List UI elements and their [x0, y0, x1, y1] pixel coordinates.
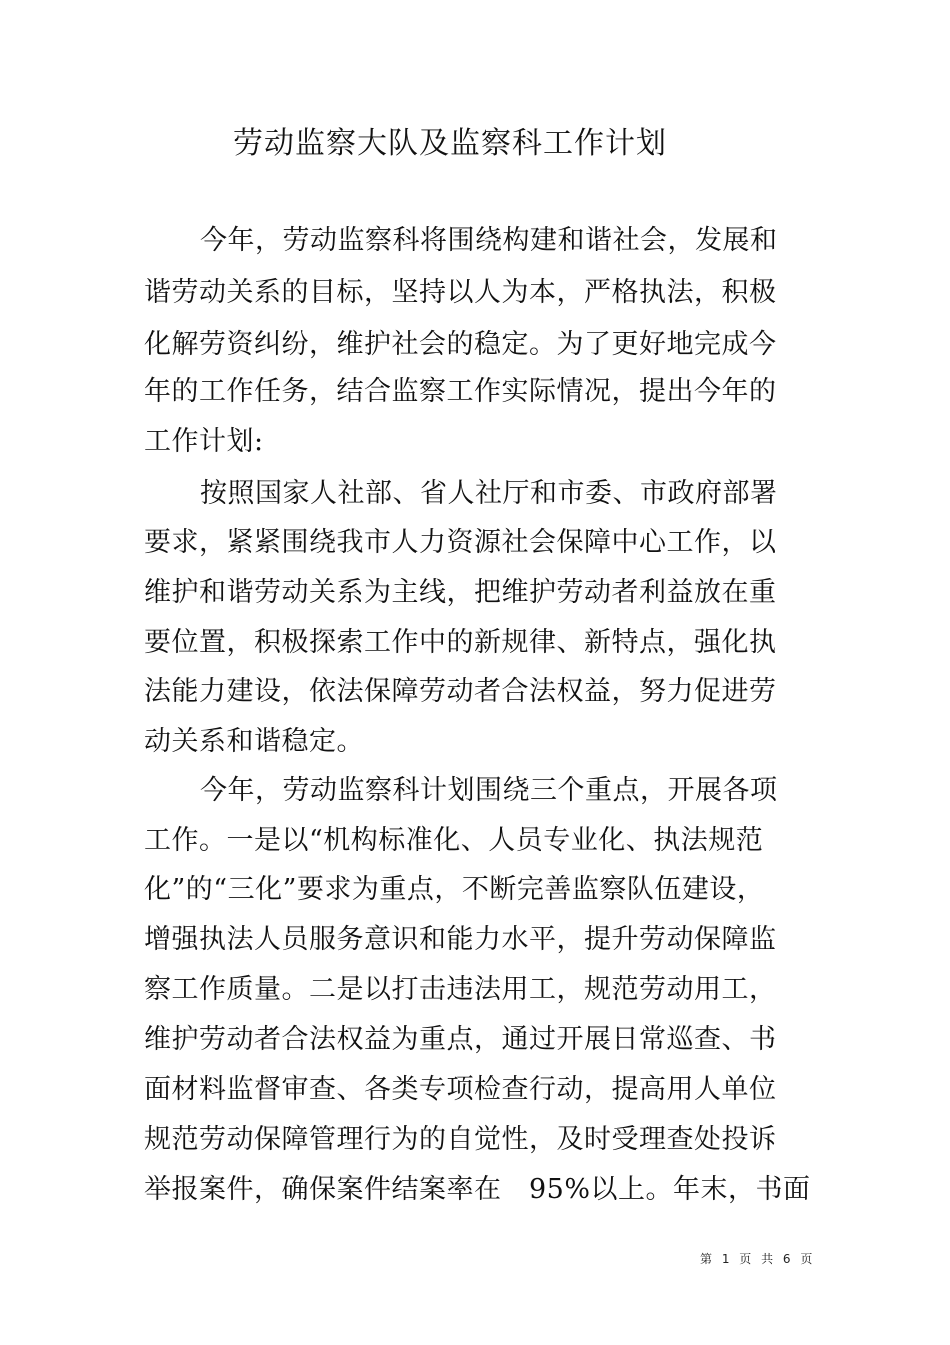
- paragraph-line: 化解劳资纠纷，维护社会的稳定。为了更好地完成今: [144, 329, 777, 360]
- paragraph-line: 察工作质量。二是以打击违法用工，规范劳动用工，: [144, 974, 777, 1005]
- paragraph-line: 化”的“三化”要求为重点，不断完善监察队伍建设，: [144, 874, 765, 905]
- paragraph-line: 今年，劳动监察科计划围绕三个重点，开展各项: [200, 775, 778, 806]
- paragraph-line: 要求，紧紧围绕我市人力资源社会保障中心工作，以: [144, 527, 777, 558]
- paragraph-line: 规范劳动保障管理行为的自觉性，及时受理查处投诉: [144, 1124, 777, 1155]
- page-footer: 第 1 页 共 6 页: [700, 1252, 816, 1266]
- paragraph-line: 按照国家人社部、省人社厅和市委、市政府部署: [200, 478, 778, 509]
- document-title: 劳动监察大队及监察科工作计划: [233, 126, 667, 161]
- paragraph-line: 动关系和谐稳定。: [144, 726, 364, 757]
- paragraph-line: 谐劳动关系的目标，坚持以人为本，严格执法，积极: [144, 277, 777, 308]
- paragraph-line: 工作。一是以“机构标准化、人员专业化、执法规范: [144, 825, 764, 856]
- paragraph-line: 维护劳动者合法权益为重点，通过开展日常巡查、书: [144, 1024, 777, 1055]
- paragraph-line: 面材料监督审查、各类专项检查行动，提高用人单位: [144, 1074, 777, 1105]
- paragraph-line: 增强执法人员服务意识和能力水平，提升劳动保障监: [144, 924, 777, 955]
- paragraph-line: 举报案件，确保案件结案率在 95%以上。年末，书面: [144, 1174, 811, 1205]
- paragraph-line: 法能力建设，依法保障劳动者合法权益，努力促进劳: [144, 676, 777, 707]
- paragraph-line: 工作计划:: [144, 426, 264, 457]
- paragraph-line: 维护和谐劳动关系为主线，把维护劳动者利益放在重: [144, 577, 777, 608]
- paragraph-line: 今年，劳动监察科将围绕构建和谐社会，发展和: [200, 225, 778, 256]
- paragraph-line: 年的工作任务，结合监察工作实际情况，提出今年的: [144, 376, 777, 407]
- paragraph-line: 要位置，积极探索工作中的新规律、新特点，强化执: [144, 627, 777, 658]
